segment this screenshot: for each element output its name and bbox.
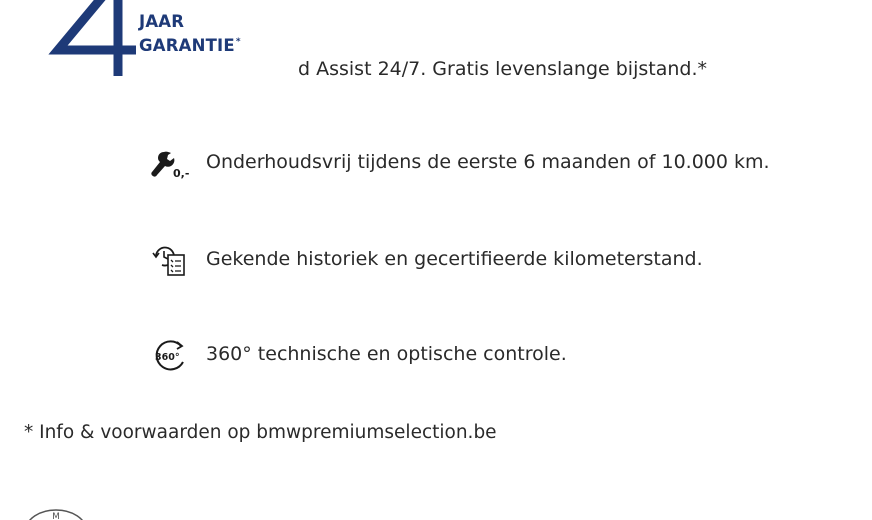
warranty-four-numeral [48,0,138,78]
360-icon [150,338,190,374]
bmw-logo-icon [22,508,92,520]
warranty-mark: * [235,37,241,47]
warranty-label-line1: JAAR [139,12,185,31]
warranty-label [139,12,241,56]
assistance-text: d Assist 24/7. Gratis levenslange bijstand.* [298,58,708,80]
warranty-label-line2: GARANTIE* [139,36,241,55]
feature-text-history: Gekende historiek en gecertifieerde kilometerstand. [206,248,703,270]
footnote-text: * Info & voorwaarden op bmwpremiumselection.be [24,422,497,443]
bmw-logo-letter: M [52,512,60,520]
feature-text-maintenance: Onderhoudsvrij tijdens de eerste 6 maanden of 10.000 km. [206,151,770,173]
feature-text-inspection: 360° technische en optische controle. [206,343,567,365]
clock-checklist-icon [150,243,190,279]
wrench-icon-label: 0,- [173,167,190,180]
wrench-icon [150,146,190,182]
warranty-badge [0,0,300,90]
360-icon-label: 360° [155,352,180,363]
